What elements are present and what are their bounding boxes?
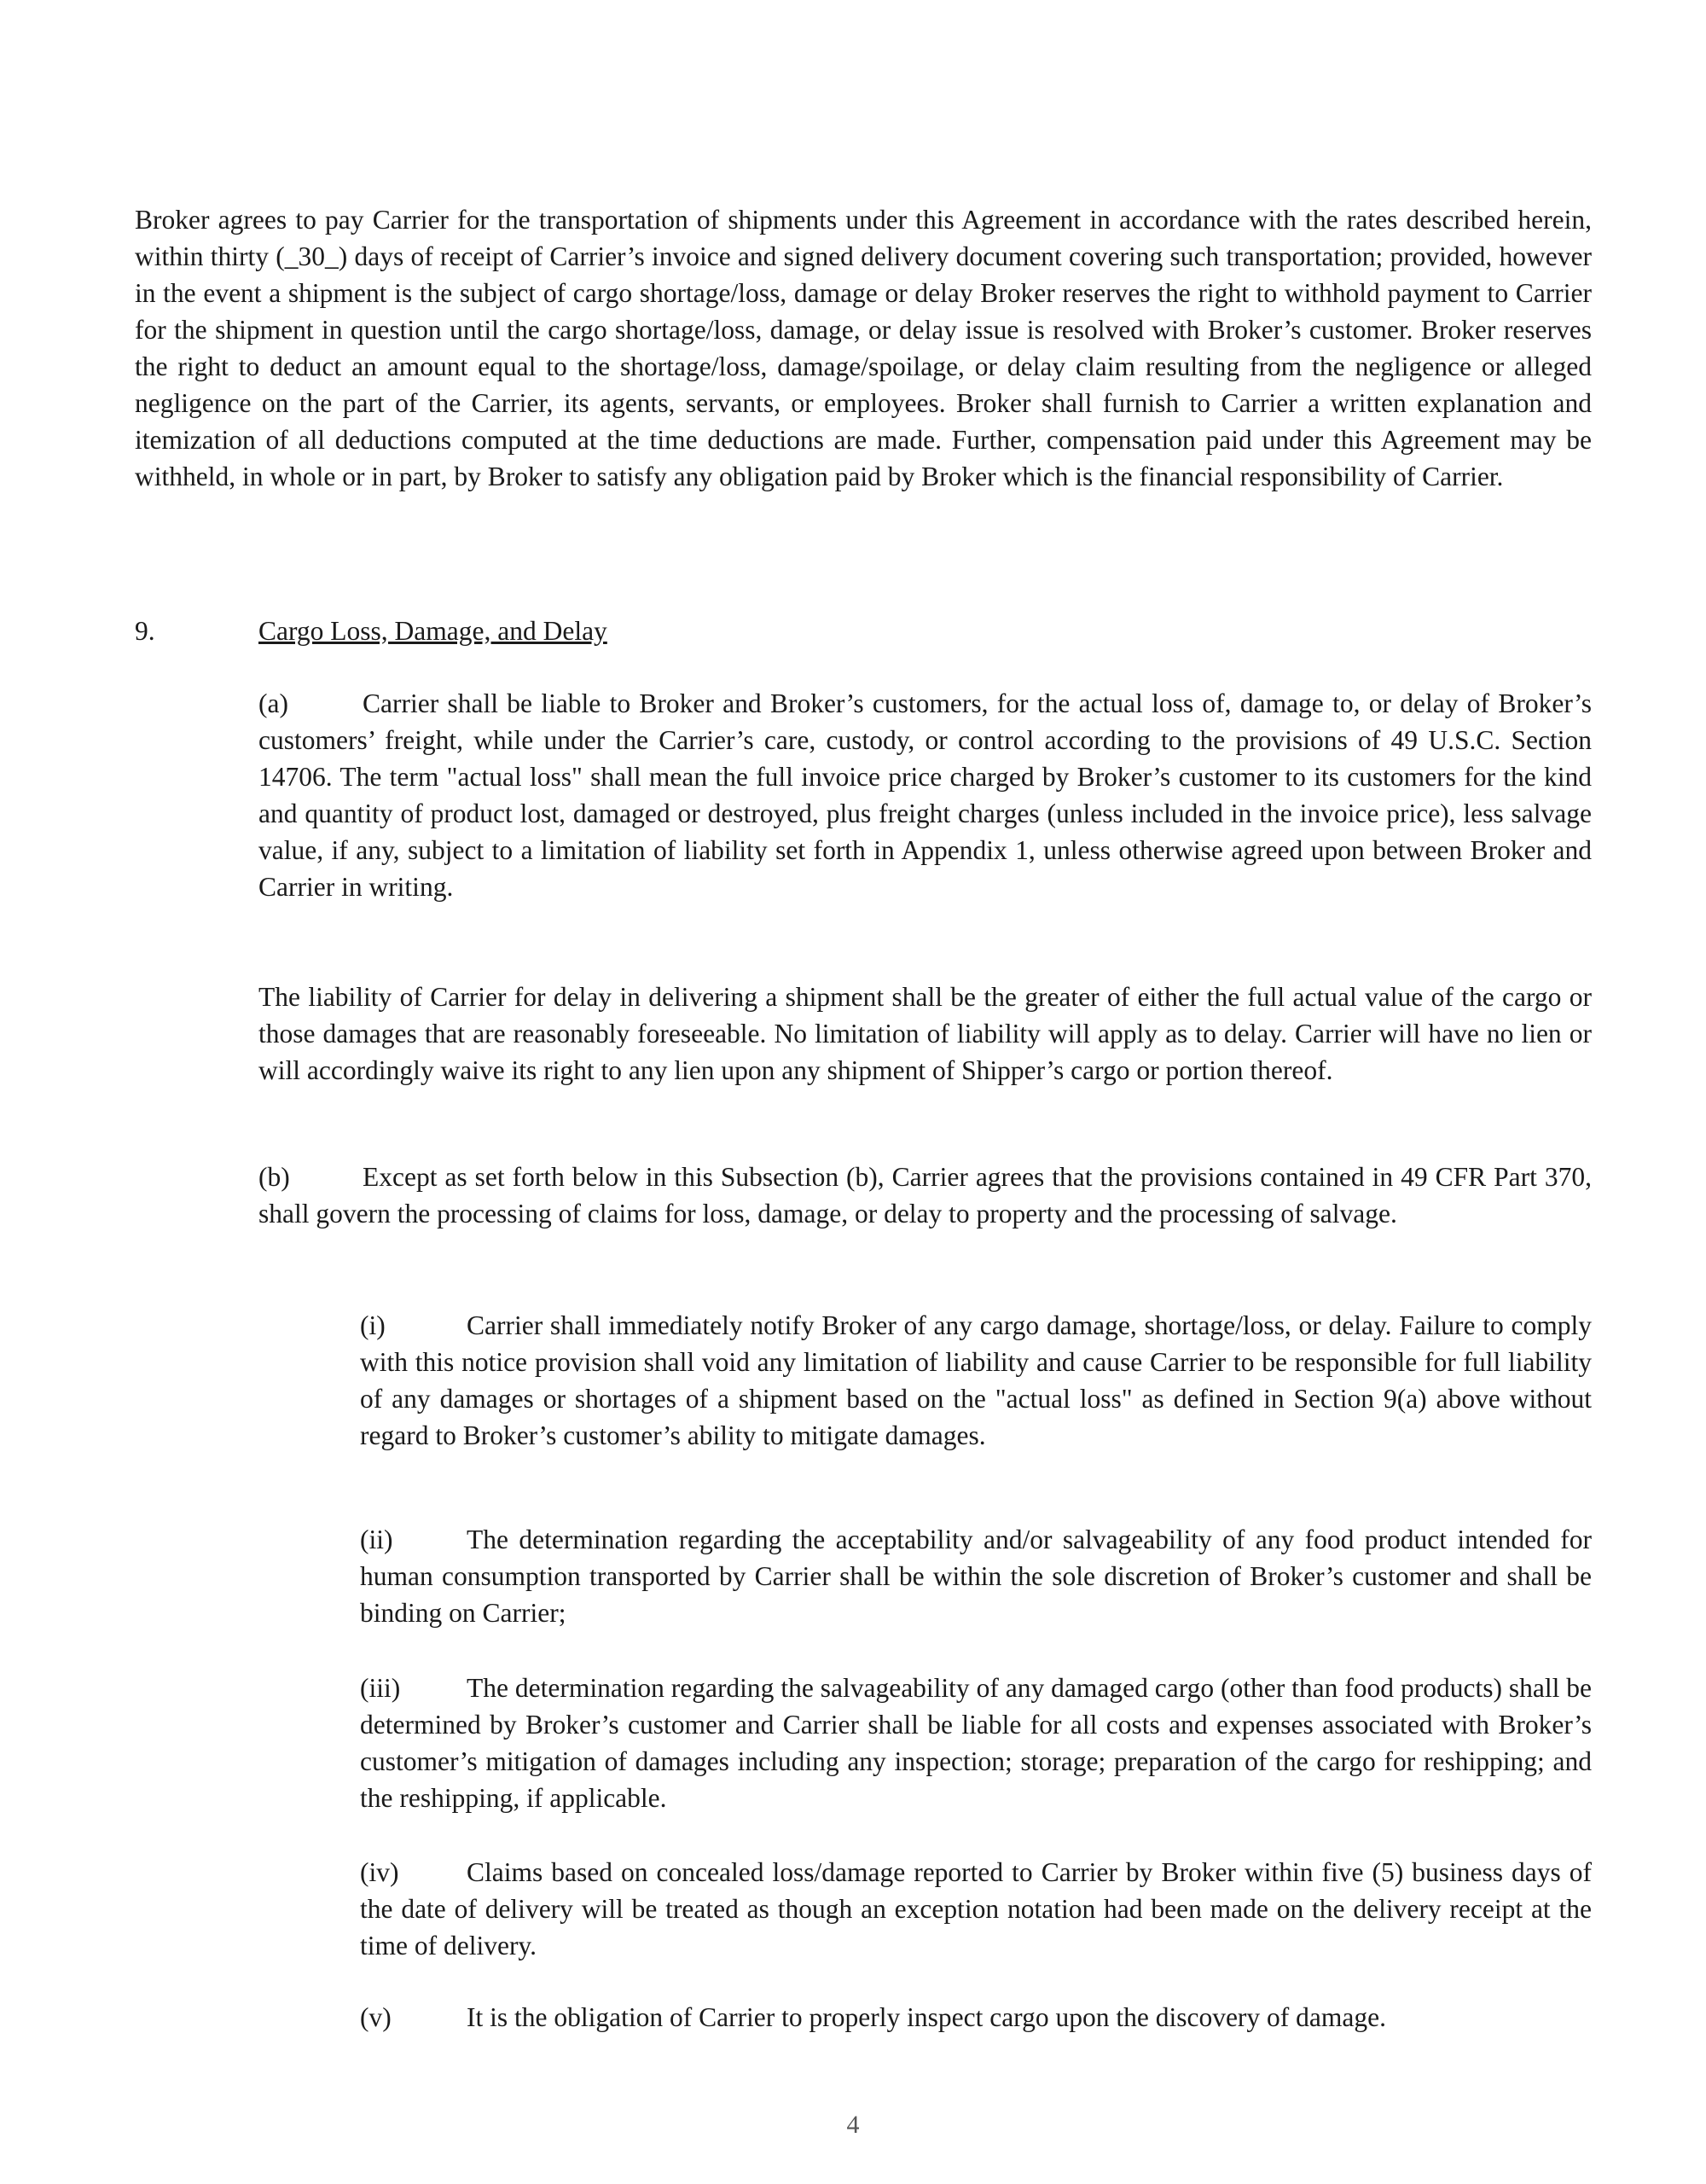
clause-label: (b) <box>258 1162 290 1192</box>
clause-text: It is the obligation of Carrier to properly inspect cargo upon the discovery of damage. <box>467 2002 1386 2032</box>
clause-text: Carrier shall be liable to Broker and Broker’s customers, for the actual loss of, damage to, or delay of Broker’s customers’ freight, while under the Carrier’s care, custody, or control according to the provisions of 49 U.S.C. Section 14706. The term "actual loss" shall mean the full invoice price charged by Broker’s customer to its customers for the kind and quantity of product lost, damaged or destroyed, plus freight charges (unless included in the invoice price), less salvage value, if any, subject to a limitation of liability set forth in Appendix 1, unless otherwise agreed upon between Broker and Carrier in writing. <box>258 688 1592 902</box>
clause-text: Claims based on concealed loss/damage reported to Carrier by Broker within five (5) business days of the date of delivery will be treated as though an exception notation had been made on the delivery receipt at the time of delivery. <box>360 1857 1592 1960</box>
clause-label: (i) <box>360 1310 386 1340</box>
clause-label: (ii) <box>360 1525 393 1554</box>
clause-text: Except as set forth below in this Subsection (b), Carrier agrees that the provisions contained in 49 CFR Part 370, shall govern the processing of claims for loss, damage, or delay to property and the processing of salvage. <box>258 1162 1592 1228</box>
intro-paragraph: Broker agrees to pay Carrier for the transportation of shipments under this Agreement in accordance with the rates described herein, within thirty (_30_) days of receipt of Carrier’s invoice and signed delivery document covering such transportation; provided, however in the event a shipment is the subject of cargo shortage/loss, damage or delay Broker reserves the right to withhold payment to Carrier for the shipment in question until the cargo shortage/loss, damage, or delay issue is resolved with Broker’s customer. Broker reserves the right to deduct an amount equal to the shortage/loss, damage/spoilage, or delay claim resulting from the negligence or alleged negligence on the part of the Carrier, its agents, servants, or employees. Broker shall furnish to Carrier a written explanation and itemization of all deductions computed at the time deductions are made. Further, compensation paid under this Agreement may be withheld, in whole or in part, by Broker to satisfy any obligation paid by Broker which is the financial responsibility of Carrier. <box>135 205 1592 491</box>
section-number: 9. <box>135 616 155 646</box>
clause-label: (a) <box>258 688 288 718</box>
subclause-v <box>360 1999 1592 2036</box>
clause-text: Carrier shall immediately notify Broker of any cargo damage, shortage/loss, or delay. Failure to comply with this notice provision shall void any limitation of liability and cause Carrier to be responsible for full liability of any damages or shortages of a shipment based on the "actual loss" as defined in Section 9(a) above without regard to Broker’s customer’s ability to mitigate damages. <box>360 1310 1592 1450</box>
clause-label: (iii) <box>360 1673 401 1703</box>
clause-label: (v) <box>360 2002 392 2032</box>
section-title: Cargo Loss, Damage, and Delay <box>258 616 607 646</box>
subclause-ii <box>360 1521 1592 1631</box>
subclause-iii <box>360 1670 1592 1816</box>
page-number: 4 <box>846 2111 860 2139</box>
clause-b <box>258 1159 1592 1232</box>
clause-a-continued: The liability of Carrier for delay in delivering a shipment shall be the greater of either the full actual value of the cargo or those damages that are reasonably foreseeable. No limitation of liability will apply as to delay. Carrier will have no lien or will accordingly waive its right to any lien upon any shipment of Shipper’s cargo or portion thereof. <box>258 982 1592 1085</box>
clause-text: The determination regarding the salvageability of any damaged cargo (other than food products) shall be determined by Broker’s customer and Carrier shall be liable for all costs and expenses associated with Broker’s customer’s mitigation of damages including any inspection; storage; preparation of the cargo for reshipping; and the reshipping, if applicable. <box>360 1673 1592 1813</box>
subclause-i <box>360 1307 1592 1454</box>
clause-label: (iv) <box>360 1857 399 1887</box>
subclause-iv <box>360 1854 1592 1964</box>
clause-text: The determination regarding the acceptability and/or salvageability of any food product intended for human consumption transported by Carrier shall be within the sole discretion of Broker’s customer and shall be binding on Carrier; <box>360 1525 1592 1628</box>
clause-a <box>258 685 1592 905</box>
